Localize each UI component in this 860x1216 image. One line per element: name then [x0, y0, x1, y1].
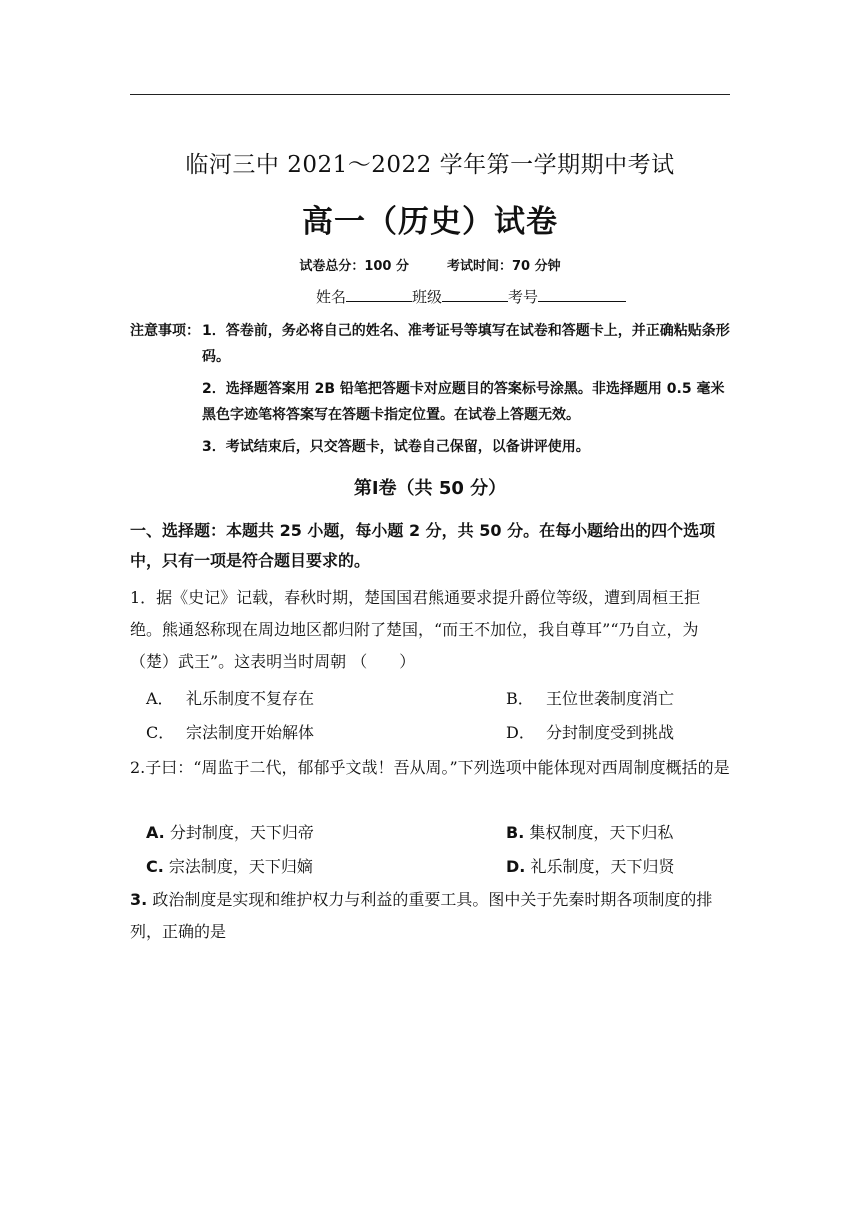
- option-a[interactable]: A． 礼乐制度不复存在: [146, 689, 315, 708]
- name-blank[interactable]: [346, 287, 412, 302]
- class-blank[interactable]: [442, 287, 508, 302]
- class-label: 班级: [412, 288, 443, 306]
- option-c[interactable]: C． 宗法制度开始解体: [146, 723, 315, 742]
- exam-title: 高一（历史）试卷: [302, 204, 558, 240]
- option-c[interactable]: C. 宗法制度，天下归嫡: [146, 857, 313, 876]
- option-a[interactable]: A. 分封制度，天下归帝: [146, 823, 314, 842]
- option-b[interactable]: B. 集权制度，天下归私: [506, 823, 674, 842]
- exam-meta: [0, 255, 860, 274]
- question-3-text: 政治制度是实现和维护权力与利益的重要工具。图中关于先秦时期各项制度的排列，正确的是: [130, 890, 713, 941]
- school-exam-title: 临河三中 2021～2022 学年第一学期期中考试: [185, 152, 675, 178]
- notice-item: 3．考试结束后，只交答题卡，试卷自己保留，以备讲评使用。: [202, 439, 590, 455]
- section-title: 一、选择题：本题共 25 小题，每小题 2 分，共 50 分。在每小题给出的四个选项中，只有一项是符合题目要求的。: [130, 521, 716, 570]
- notice-item: 1．答卷前，务必将自己的姓名、准考证号等填写在试卷和答题卡上，并正确粘贴条形码。: [202, 323, 730, 365]
- student-info-line: [316, 286, 626, 307]
- option-d[interactable]: D. 礼乐制度，天下归贤: [506, 857, 675, 876]
- part-title: 第Ⅰ卷（共 50 分）: [353, 478, 507, 499]
- notice-item: 2．选择题答案用 2B 铅笔把答题卡对应题目的答案标号涂黑。非选择题用 0.5 毫米黑色字迹笔将答案写在答题卡指定位置。在试卷上答题无效。: [202, 381, 725, 423]
- option-b[interactable]: B． 王位世袭制度消亡: [506, 689, 675, 708]
- exam-time: 考试时间：70 分钟: [447, 259, 561, 274]
- id-label: 考号: [508, 288, 539, 306]
- question-1-stem: 1．据《史记》记载，春秋时期，楚国国君熊通要求提升爵位等级，遭到周桓王拒绝。熊通怒称现在周边地区都归附了楚国，“而王不加位，我自尊耳”“乃自立，为（楚）武王”。这表明当时周朝 （ ）: [130, 588, 701, 671]
- question-3-number: 3.: [130, 890, 148, 909]
- question-3-stem: [130, 884, 732, 948]
- notice-label: 注意事项：: [130, 323, 200, 339]
- question-1-options: [146, 682, 736, 750]
- question-2-options: [146, 816, 736, 884]
- question-2-stem: 2.子曰：“周监于二代，郁郁乎文哉！吾从周。”下列选项中能体现对西周制度概括的是: [130, 758, 730, 777]
- total-score: 试卷总分：100 分: [299, 259, 410, 274]
- option-d[interactable]: D． 分封制度受到挑战: [506, 723, 675, 742]
- notice-block: [130, 318, 732, 460]
- top-rule: [130, 94, 730, 95]
- name-label: 姓名: [316, 288, 347, 306]
- id-blank[interactable]: [538, 287, 626, 302]
